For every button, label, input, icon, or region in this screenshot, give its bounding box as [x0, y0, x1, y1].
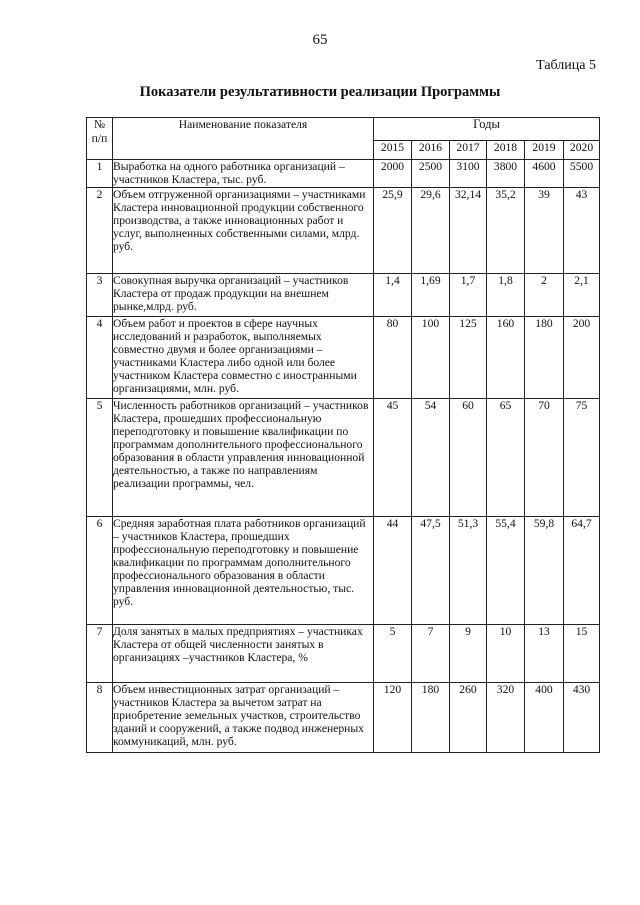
table-row: [87, 399, 600, 517]
row-number: 4: [87, 317, 113, 399]
row-number: 8: [87, 683, 113, 753]
table-row: [87, 317, 600, 399]
row-number: 6: [87, 517, 113, 625]
table-row: [87, 625, 600, 683]
value-2018: 1,8: [487, 274, 525, 317]
value-2018: 160: [487, 317, 525, 399]
value-2020: 64,7: [564, 517, 600, 625]
indicator-name: Объем отгруженной организациями – участниками Кластера инновационной продукции собственного производства, а также инновационных работ и услуг, выполненных собственными силами, млрд. руб.: [113, 188, 374, 274]
header-years: Годы: [374, 118, 600, 141]
value-2016: 54: [412, 399, 450, 517]
indicators-table: [86, 117, 600, 753]
value-2015: 44: [374, 517, 412, 625]
value-2018: 3800: [487, 160, 525, 188]
value-2016: 47,5: [412, 517, 450, 625]
indicator-name: Объем инвестиционных затрат организаций – участников Кластера за вычетом затрат на приобретение земельных участков, строительство зданий и сооружений, а также подвод инженерных коммуникаций, млн. руб.: [113, 683, 374, 753]
row-number: 1: [87, 160, 113, 188]
value-2020: 200: [564, 317, 600, 399]
header-year: 2016: [412, 141, 450, 160]
header-year: 2020: [564, 141, 600, 160]
page-title: Показатели результативности реализации Программы: [139, 84, 501, 100]
value-2019: 400: [525, 683, 564, 753]
indicator-name: Доля занятых в малых предприятиях – участниках Кластера от общей численности занятых в организациях –участников Кластера, %: [113, 625, 374, 683]
value-2020: 430: [564, 683, 600, 753]
value-2015: 45: [374, 399, 412, 517]
header-num: [87, 118, 113, 160]
value-2017: 9: [450, 625, 487, 683]
value-2018: 10: [487, 625, 525, 683]
row-number: 2: [87, 188, 113, 274]
value-2015: 1,4: [374, 274, 412, 317]
row-number: 5: [87, 399, 113, 517]
indicator-name: Объем работ и проектов в сфере научных исследований и разработок, выполняемых совместно двумя и более организациями – участниками Кластера либо одной или более участником Кластера совместно с иностранными организациями, млн. руб.: [113, 317, 374, 399]
value-2016: 100: [412, 317, 450, 399]
value-2019: 2: [525, 274, 564, 317]
table-row: [87, 274, 600, 317]
header-year: 2019: [525, 141, 564, 160]
value-2017: 1,7: [450, 274, 487, 317]
header-year: 2017: [450, 141, 487, 160]
value-2020: 43: [564, 188, 600, 274]
value-2019: 180: [525, 317, 564, 399]
value-2015: 25,9: [374, 188, 412, 274]
header-row-1: [87, 118, 600, 141]
row-number: 7: [87, 625, 113, 683]
row-number: 3: [87, 274, 113, 317]
value-2020: 15: [564, 625, 600, 683]
value-2020: 5500: [564, 160, 600, 188]
header-year: 2018: [487, 141, 525, 160]
value-2016: 1,69: [412, 274, 450, 317]
indicator-name: Численность работников организаций – участников Кластера, прошедших профессиональную переподготовку и повышение квалификации по программам дополнительного профессионального образования в области управления инновационной деятельностью, а также по направлениям реализации программы, чел.: [113, 399, 374, 517]
table-row: [87, 683, 600, 753]
page-number: 65: [312, 32, 328, 48]
value-2018: 65: [487, 399, 525, 517]
header-num-line2: п/п: [91, 132, 108, 145]
value-2018: 35,2: [487, 188, 525, 274]
table-label: Таблица 5: [536, 58, 596, 73]
value-2017: 260: [450, 683, 487, 753]
indicator-name: Совокупная выручка организаций – участников Кластера от продаж продукции на внешнем рынке,млрд. руб.: [113, 274, 374, 317]
value-2016: 29,6: [412, 188, 450, 274]
value-2020: 2,1: [564, 274, 600, 317]
table-row: [87, 517, 600, 625]
value-2018: 320: [487, 683, 525, 753]
value-2015: 5: [374, 625, 412, 683]
value-2019: 39: [525, 188, 564, 274]
value-2017: 125: [450, 317, 487, 399]
value-2017: 3100: [450, 160, 487, 188]
indicator-name: Средняя заработная плата работников организаций – участников Кластера, прошедших профессиональную переподготовку и повышение квалификации по программам дополнительного профессионального образования в области управления инновационной деятельностью, тыс. руб.: [113, 517, 374, 625]
value-2020: 75: [564, 399, 600, 517]
value-2018: 55,4: [487, 517, 525, 625]
value-2017: 60: [450, 399, 487, 517]
value-2019: 4600: [525, 160, 564, 188]
header-num-line1: №: [93, 118, 106, 131]
header-name: Наименование показателя: [113, 118, 374, 160]
value-2019: 70: [525, 399, 564, 517]
value-2019: 13: [525, 625, 564, 683]
value-2016: 2500: [412, 160, 450, 188]
table-row: [87, 160, 600, 188]
value-2015: 2000: [374, 160, 412, 188]
value-2016: 7: [412, 625, 450, 683]
table-body: [87, 160, 600, 753]
value-2016: 180: [412, 683, 450, 753]
value-2015: 120: [374, 683, 412, 753]
value-2019: 59,8: [525, 517, 564, 625]
value-2017: 32,14: [450, 188, 487, 274]
value-2017: 51,3: [450, 517, 487, 625]
value-2015: 80: [374, 317, 412, 399]
header-year: 2015: [374, 141, 412, 160]
indicator-name: Выработка на одного работника организаций – участников Кластера, тыс. руб.: [113, 160, 374, 188]
table-row: [87, 188, 600, 274]
